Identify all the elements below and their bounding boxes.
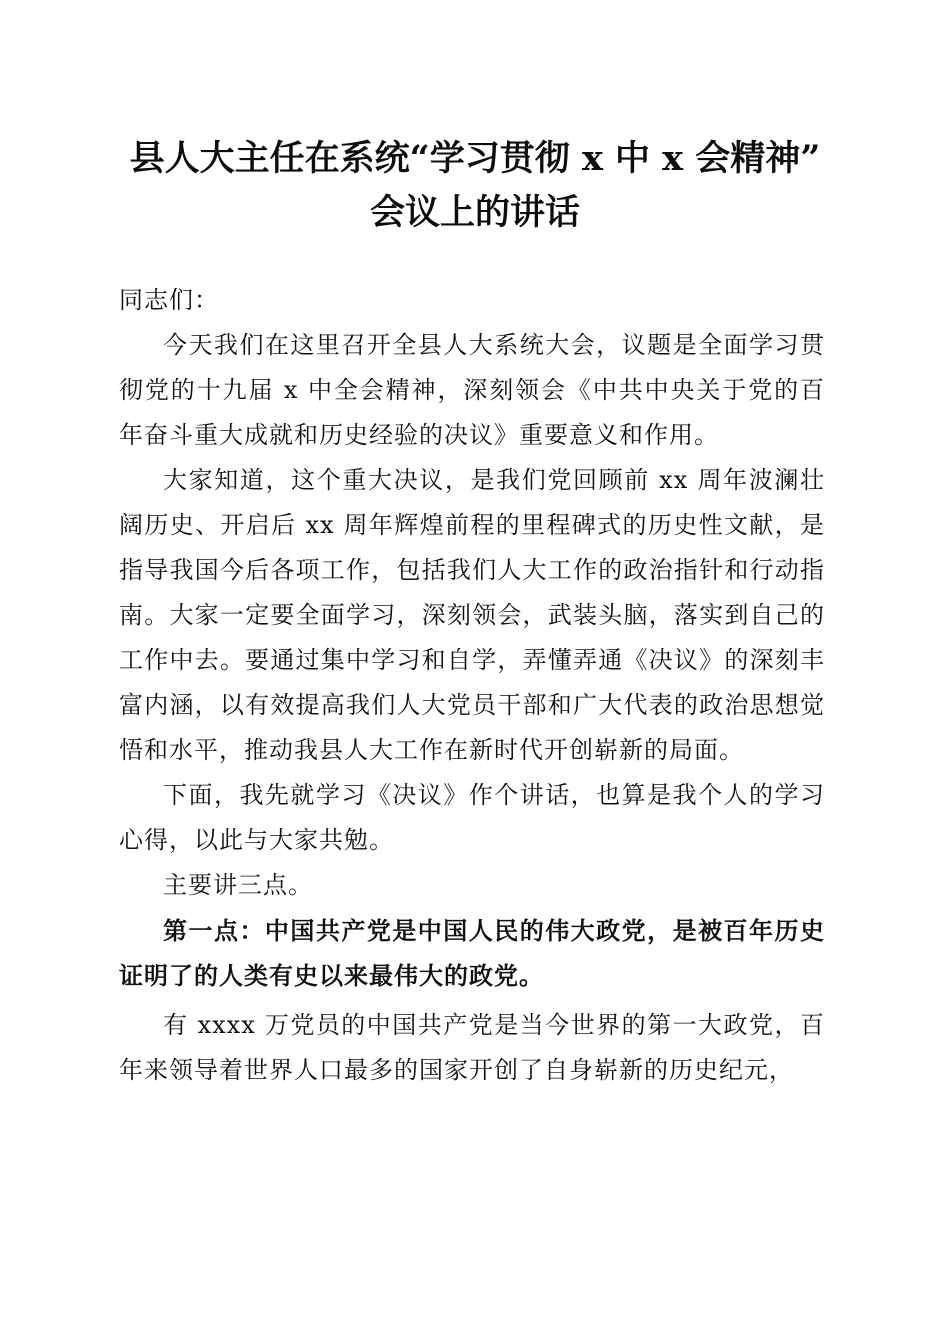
paragraph-5: 有 xxxx 万党员的中国共产党是当今世界的第一大政党，百年来领导着世界人口最多的国家开创了自身崭新的历史纪元， (119, 1011, 825, 1084)
title-line-2: 会议上的讲话 (369, 192, 580, 233)
document-title (90, 132, 860, 240)
paragraph-1: 今天我们在这里召开全县人大系统大会，议题是全面学习贯彻党的十九届 x 中全会精神，深刻领会《中共中央关于党的百年奋斗重大成就和历史经验的决议》重要意义和作用。 (119, 331, 825, 449)
paragraph-2: 大家知道，这个重大决议，是我们党回顾前 xx 周年波澜壮阔历史、开启后 xx 周年辉煌前程的里程碑式的历史性文献，是指导我国今后各项工作，包括我们人大工作的政治指针和行动指南。大家一定要全面学习，深刻领会，武装头脑，落实到自己的工作中去。要通过集中学习和自学，弄懂弄通《决议》的深刻丰富内涵，以有效提高我们人大党员干部和广大代表的政治思想觉悟和水平，推动我县人大工作在新时代开创崭新的局面。 (119, 466, 825, 764)
greeting: 同志们： (119, 286, 219, 314)
title-line-1: 县人大主任在系统“学习贯彻 x 中 x 会精神” (129, 138, 821, 179)
document-body (119, 278, 825, 1093)
paragraph-3: 下面，我先就学习《决议》作个讲话，也算是我个人的学习心得，以此与大家共勉。 (119, 781, 825, 854)
point-one-heading: 第一点：中国共产党是中国人民的伟大政党，是被百年历史证明了的人类有史以来最伟大的政党。 (119, 916, 825, 990)
paragraph-4: 主要讲三点。 (163, 871, 313, 899)
